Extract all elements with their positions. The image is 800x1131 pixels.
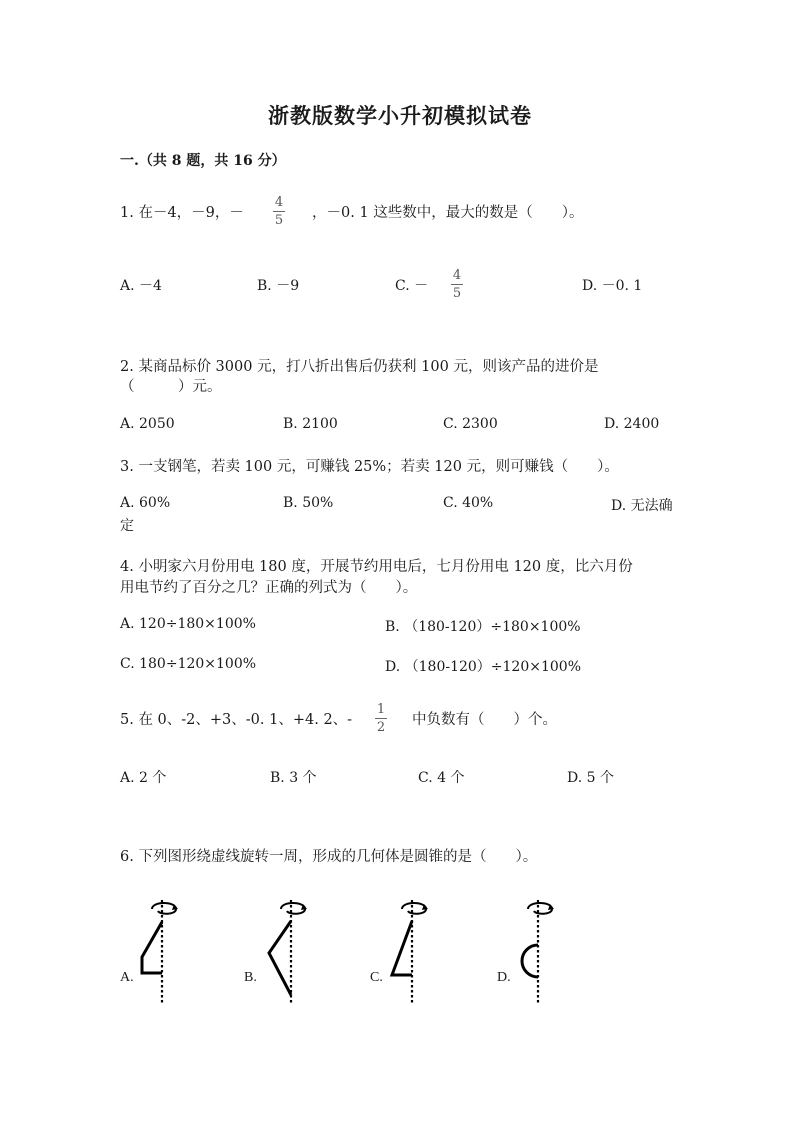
fraction-denominator: 2 [376,720,386,735]
question-5-stem-b: 中负数有（ ）个。 [412,712,557,728]
question-3-option-b[interactable]: B. 50% [283,495,334,511]
question-1-option-d[interactable]: D. －0. 1 [582,278,643,294]
figure-a-label[interactable]: A. [120,970,134,985]
question-2-option-d[interactable]: D. 2400 [604,416,660,432]
section-heading: 一.（共 8 题，共 16 分） [120,153,286,169]
figure-c-label[interactable]: C. [370,970,383,985]
question-2-line-1: 2. 某商品标价 3000 元，打八折出售后仍获利 100 元，则该产品的进价是 [120,359,599,375]
question-1-stem-b: ，－0. 1 这些数中，最大的数是（ ）。 [312,205,584,221]
question-4-line-1: 4. 小明家六月份用电 180 度，开展节约用电后，七月份用电 120 度，比六月份 [120,559,633,575]
question-1-stem-a: 1. 在－4，－9，－ [120,205,244,221]
figure-b-shape[interactable] [255,895,315,1005]
question-2-option-c[interactable]: C. 2300 [443,416,498,432]
fraction-numerator: 4 [274,195,284,210]
question-4-option-b[interactable]: B. （180-120）÷180×100% [385,619,581,635]
question-4-option-a[interactable]: A. 120÷180×100% [120,616,256,632]
question-2-option-b[interactable]: B. 2100 [283,416,338,432]
figure-d-label[interactable]: D. [497,970,511,985]
question-5-option-b[interactable]: B. 3 个 [270,770,317,786]
question-3-option-d[interactable]: D. 无法确 [611,498,673,514]
question-3-option-d-continued: 定 [120,518,134,534]
fraction-numerator: 4 [452,268,462,283]
figure-b-label[interactable]: B. [244,970,257,985]
question-4-line-2: 用电节约了百分之几？正确的列式为（ ）。 [120,580,418,596]
fraction-denominator: 5 [274,213,284,228]
question-2-option-a[interactable]: A. 2050 [120,416,175,432]
question-6-stem: 6. 下列图形绕虚线旋转一周，形成的几何体是圆锥的是（ ）。 [120,849,538,865]
question-1-fraction [273,195,285,228]
fraction-denominator: 5 [452,286,462,301]
question-5-option-c[interactable]: C. 4 个 [418,770,465,786]
question-5-fraction [375,702,387,735]
question-3-option-a[interactable]: A. 60% [120,495,171,511]
question-4-option-c[interactable]: C. 180÷120×100% [120,656,257,672]
figure-a-shape[interactable] [130,895,190,1005]
question-1-option-a[interactable]: A. －4 [120,278,162,294]
question-1-option-c-fraction [451,268,463,301]
fraction-numerator: 1 [376,702,386,717]
figure-c-shape[interactable] [382,895,442,1005]
question-4-option-d[interactable]: D. （180-120）÷120×100% [385,659,582,675]
question-5-option-a[interactable]: A. 2 个 [120,770,167,786]
question-3-option-c[interactable]: C. 40% [443,495,494,511]
page-title: 浙教版数学小升初模拟试卷 [268,103,532,128]
question-5-stem-a: 5. 在 0、-2、+3、-0. 1、+4. 2、- [120,712,353,728]
question-5-option-d[interactable]: D. 5 个 [567,770,614,786]
question-1-option-b[interactable]: B. －9 [257,278,300,294]
question-3-stem: 3. 一支钢笔，若卖 100 元，可赚钱 25%；若卖 120 元，则可赚钱（ ）。 [120,459,619,475]
question-2-line-2: （ ）元。 [120,379,222,395]
figure-d-shape[interactable] [512,895,572,1005]
question-1-option-c[interactable]: C. － [395,278,429,294]
